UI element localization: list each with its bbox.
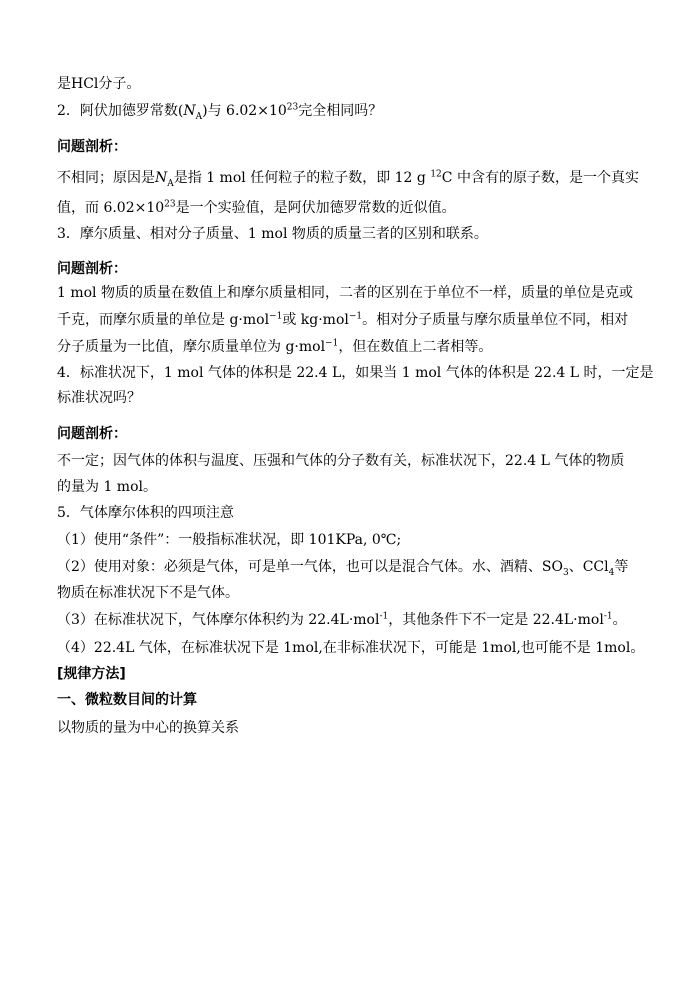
note-2-cont: 物质在标准状况下不是气体。 [57, 585, 239, 601]
answer-line: 不相同；原因是$N_A$是指 1 mol 任何粒子的粒子数，即 12 g $^{12}$C 中含有的原子数，是一个真实 [57, 169, 639, 189]
note-3: （3）在标准状况下，气体摩尔体积约为 22.4L·mol$^{-1}$，其他条件下不一定是 22.4L·mol$^{-1}$。 [57, 611, 627, 628]
section-heading: 问题剖析： [57, 426, 127, 442]
answer-line: 不一定；因气体的体积与温度、压强和气体的分子数有关，标准状况下，22.4 L 气体的物质 [57, 453, 625, 469]
question-3: 3．摩尔质量、相对分子质量、1 mol 物质的质量三者的区别和联系。 [57, 226, 488, 242]
note-1: （1）使用“条件”：一般指标准状况，即 101KPa, 0℃; [57, 532, 402, 548]
text-line: 是HCl分子。 [57, 76, 141, 92]
method-heading: [规律方法] [57, 666, 126, 682]
text-line: 以物质的量为中心的换算关系 [57, 720, 239, 736]
question-5: 5．气体摩尔体积的四项注意 [57, 505, 234, 521]
question-4: 4．标准状况下，1 mol 气体的体积是 22.4 L，如果当 1 mol 气体的体积是 22.4 L 时，一定是 [57, 365, 654, 381]
note-4: （4）22.4L 气体，在标准状况下是 1mol,在非标准状况下，可能是 1mol,也可能不是 1mol。 [57, 640, 645, 656]
answer-line: 的量为 1 mol。 [57, 479, 157, 495]
question-4-cont: 标准状况吗？ [57, 390, 141, 406]
subsection-heading: 一、微粒数目间的计算 [57, 692, 197, 708]
answer-line: 1 mol 物质的质量在数值上和摩尔质量相同，二者的区别在于单位不一样，质量的单位是克或 [57, 285, 633, 301]
answer-line: 千克，而摩尔质量的单位是 g·mol$^{-1}$或 kg·mol$^{-1}$。相对分子质量与摩尔质量单位不同，相对 [57, 311, 629, 328]
section-heading: 问题剖析： [57, 261, 127, 277]
question-2: 2．阿伏加德罗常数$(N_A)$与 $6.02\times 10^{23}$完全相同吗？ [57, 102, 383, 122]
answer-line: 分子质量为一比值，摩尔质量单位为 g·mol$^{-1}$，但在数值上二者相等。 [57, 338, 493, 355]
section-heading: 问题剖析： [57, 139, 127, 155]
note-2: （2）使用对象：必须是气体，可是单一气体，也可以是混合气体。水、酒精、$SO_3$、CCl$_4$等 [57, 559, 629, 578]
answer-line: 值，而 $6.02\times 10^{23}$是一个实验值，是阿伏加德罗常数的近似值。 [57, 199, 456, 216]
